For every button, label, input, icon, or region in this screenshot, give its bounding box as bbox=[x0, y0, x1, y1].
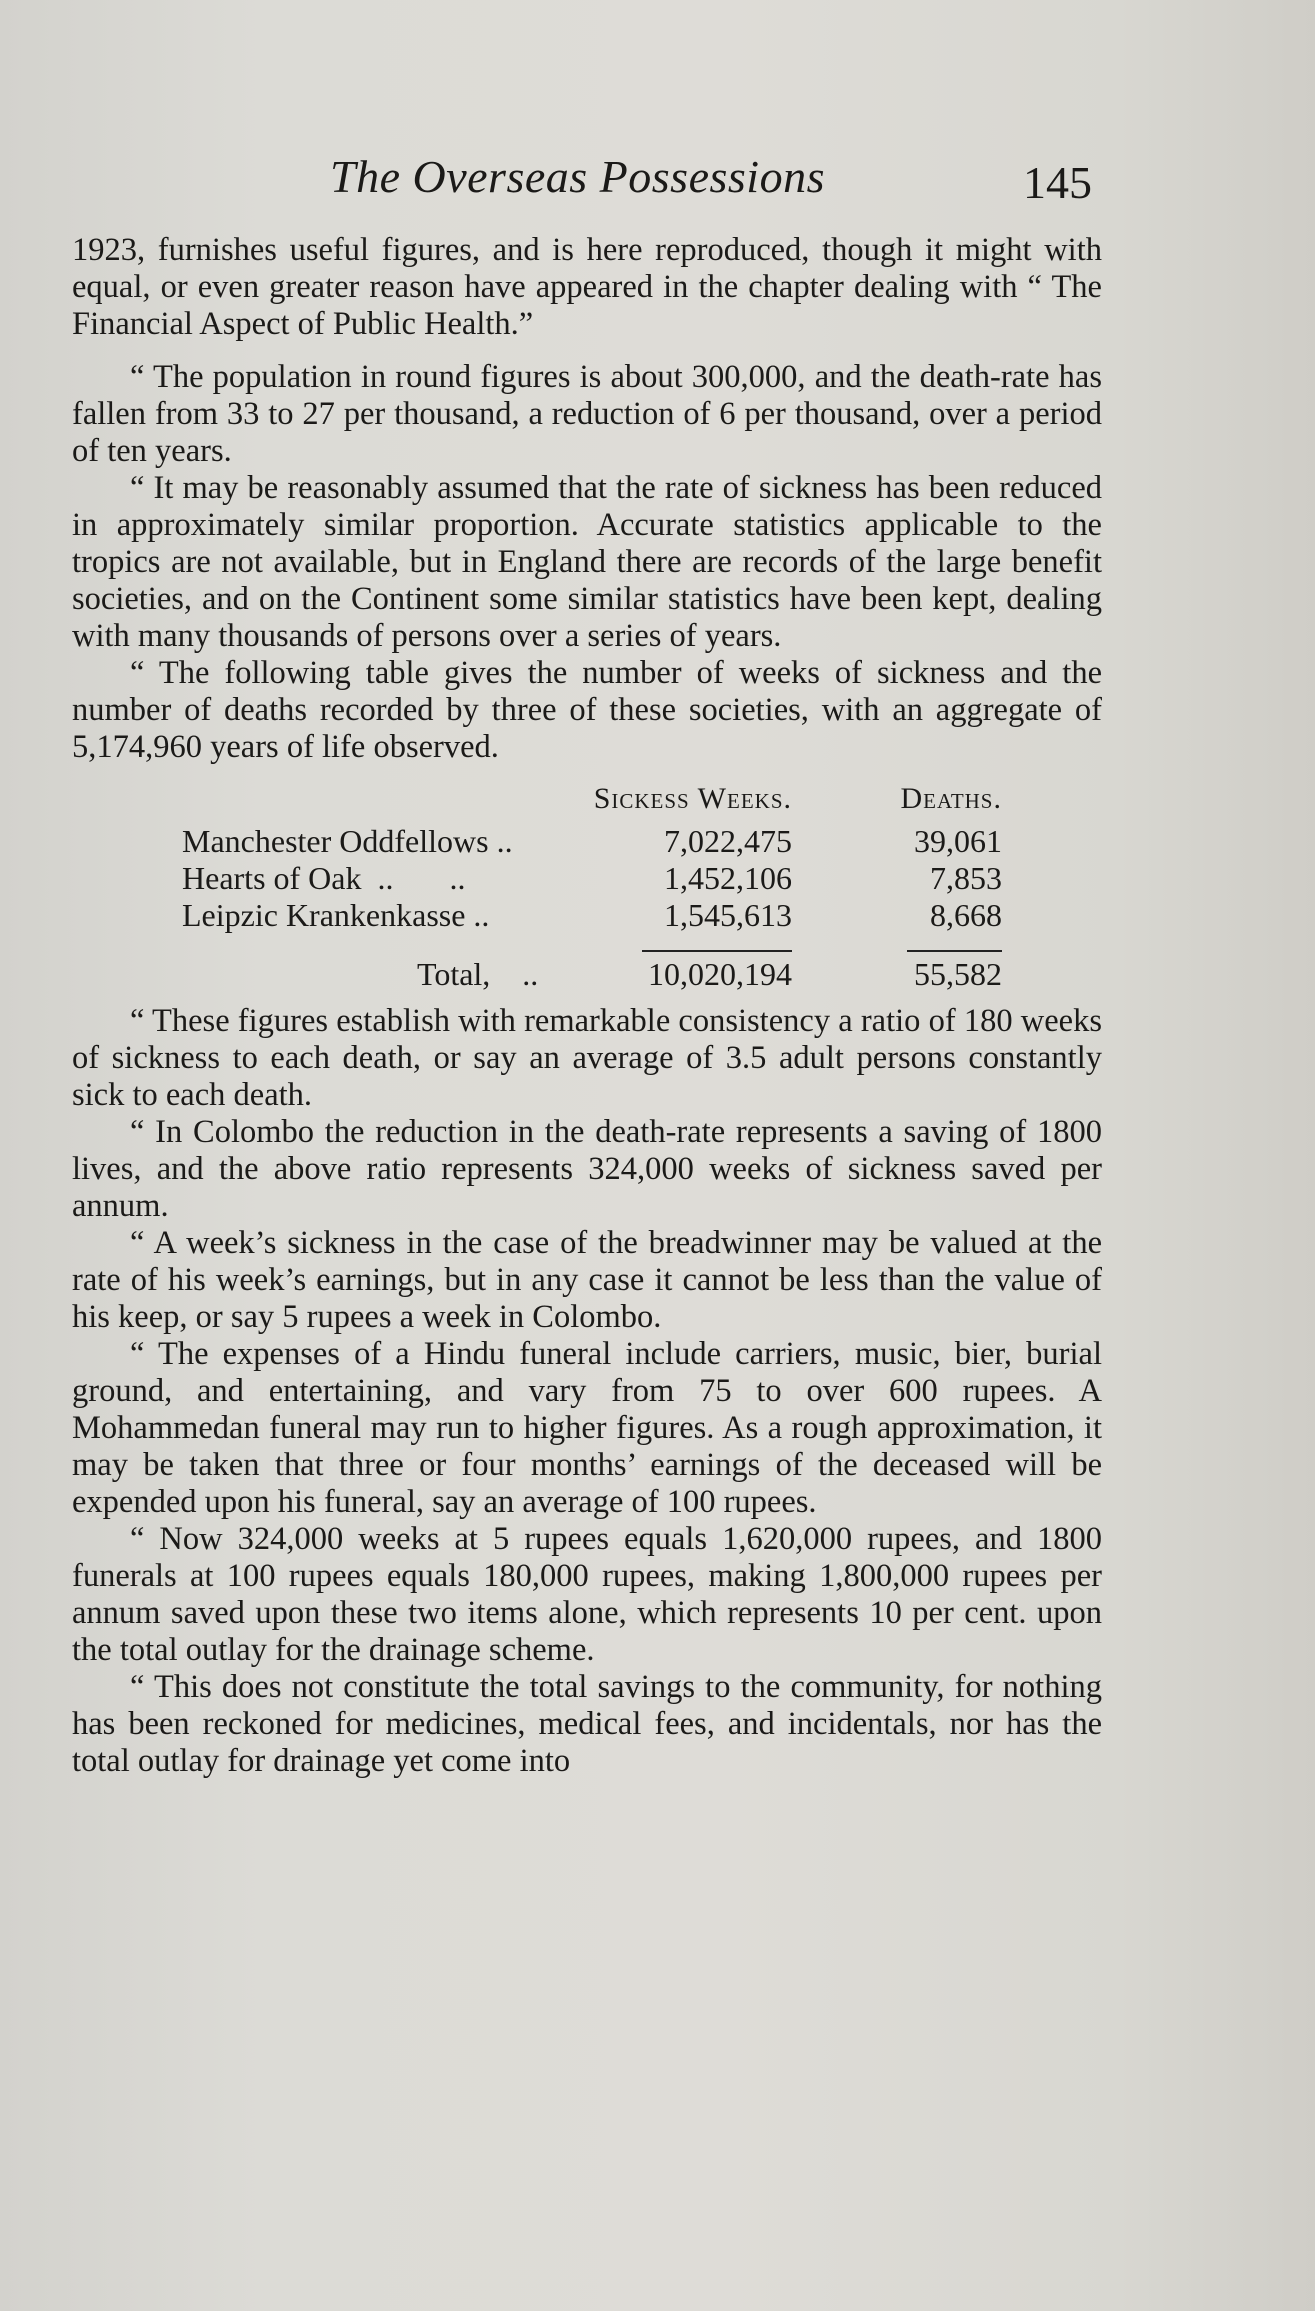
total-label: Total, .. bbox=[417, 956, 539, 992]
paragraph-9: “ Now 324,000 weeks at 5 rupees equals 1,620,000 rupees, and 1800 funerals at 100 rupees equals 180,000 rupees, making 1,800,000 rupees per annum saved upon these two items alone, which represents 10 per cent. upon the total outlay for the drainage scheme. bbox=[72, 1521, 1102, 1668]
weeks-total-rule bbox=[642, 950, 792, 952]
total-rule-row bbox=[182, 934, 1002, 956]
society-name: Manchester Oddfellows .. bbox=[182, 823, 513, 859]
deaths-value: 39,061 bbox=[914, 823, 1002, 859]
sickness-weeks-value: 1,545,613 bbox=[664, 897, 792, 933]
paragraph-8: “ The expenses of a Hindu funeral include carriers, music, bier, burial ground, and entertaining, and vary from 75 to over 600 rupees. A Mohammedan funeral may run to higher figures. As a rough approximation, it may be taken that three or four months’ earnings of the deceased will be expended upon his funeral, say an average of 100 rupees. bbox=[72, 1336, 1102, 1520]
table-row bbox=[182, 860, 1002, 897]
sickness-weeks-value: 7,022,475 bbox=[664, 823, 792, 859]
paragraph-10: “ This does not constitute the total savings to the community, for nothing has been reckoned for medicines, medical fees, and incidentals, nor has the total outlay for drainage yet come into bbox=[72, 1669, 1102, 1779]
table-row bbox=[182, 897, 1002, 934]
paragraph-7: “ A week’s sickness in the case of the breadwinner may be valued at the rate of his week’s earnings, but in any case it cannot be less than the value of his keep, or say 5 rupees a week in Colombo. bbox=[72, 1225, 1102, 1335]
table-row bbox=[182, 823, 1002, 860]
sickness-weeks-value: 1,452,106 bbox=[664, 860, 792, 896]
deaths-value: 8,668 bbox=[930, 897, 1002, 933]
paragraph-3: “ It may be reasonably assumed that the rate of sickness has been reduced in approximately similar proportion. Accurate statistics applicable to the tropics are not available, but in England there are records of the large benefit societies, and on the Continent some similar statistics have been kept, dealing with many thousands of persons over a series of years. bbox=[72, 470, 1102, 654]
sickness-table bbox=[182, 780, 1002, 993]
society-name: Hearts of Oak .. .. bbox=[182, 860, 466, 896]
paragraph-1: 1923, furnishes useful figures, and is here reproduced, though it might with equal, or even greater reason have appeared in the chapter dealing with “ The Financial Aspect of Public Health.” bbox=[72, 232, 1102, 342]
page-body bbox=[72, 232, 1102, 1780]
running-head bbox=[180, 150, 1100, 220]
table-total-row bbox=[182, 956, 1002, 993]
paragraph-6: “ In Colombo the reduction in the death-rate represents a saving of 1800 lives, and the above ratio represents 324,000 weeks of sickness saved per annum. bbox=[72, 1114, 1102, 1224]
column-header-sickness-weeks: Sickess Weeks. bbox=[593, 782, 792, 815]
deaths-value: 7,853 bbox=[930, 860, 1002, 896]
deaths-total-rule bbox=[907, 950, 1002, 952]
column-header-deaths: Deaths. bbox=[900, 782, 1002, 815]
table-header-row bbox=[182, 780, 1002, 823]
society-name: Leipzic Krankenkasse .. bbox=[182, 897, 490, 933]
paragraph-5: “ These figures establish with remarkable consistency a ratio of 180 weeks of sickness to each death, or say an average of 3.5 adult persons constantly sick to each death. bbox=[72, 1003, 1102, 1113]
running-title: The Overseas Possessions bbox=[330, 151, 825, 202]
page-number: 145 bbox=[1023, 157, 1092, 208]
total-sickness-weeks: 10,020,194 bbox=[648, 956, 792, 992]
total-deaths: 55,582 bbox=[914, 956, 1002, 992]
paragraph-2: “ The population in round figures is about 300,000, and the death-rate has fallen from 33 to 27 per thousand, a reduction of 6 per thousand, over a period of ten years. bbox=[72, 359, 1102, 469]
paragraph-4: “ The following table gives the number of weeks of sickness and the number of deaths recorded by three of these societies, with an aggregate of 5,174,960 years of life observed. bbox=[72, 655, 1102, 765]
